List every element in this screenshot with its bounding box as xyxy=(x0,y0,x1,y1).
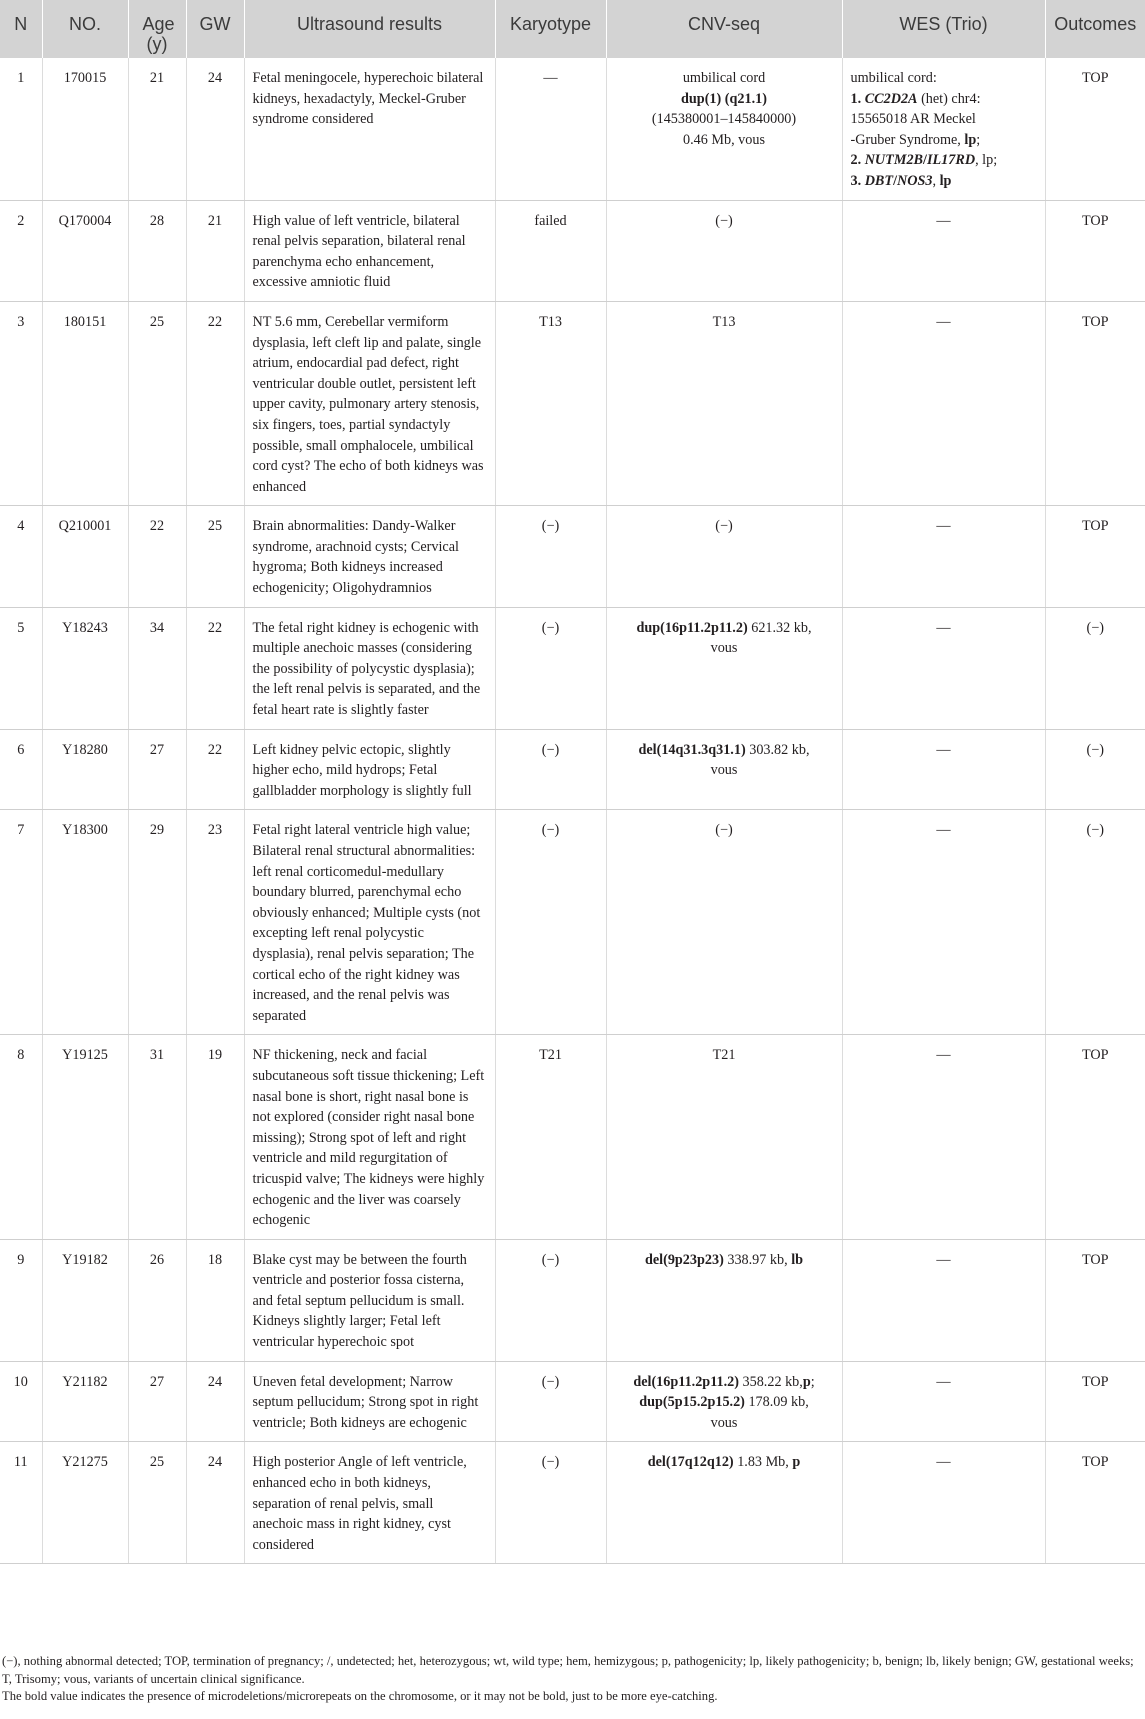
cell-gw: 24 xyxy=(186,58,244,200)
cell-age: 27 xyxy=(128,1361,186,1442)
text-segment: NOS3 xyxy=(897,172,933,189)
text-segment: — xyxy=(936,313,951,330)
text-segment: 621.32 kb, xyxy=(747,619,812,636)
cell-karyotype: T21 xyxy=(495,1035,606,1239)
text-segment: umbilical cord xyxy=(682,70,766,86)
text-segment: vous xyxy=(710,640,738,657)
cell-gw: 22 xyxy=(186,607,244,729)
text-segment: p xyxy=(792,1454,801,1471)
cell-ultrasound: NF thickening, neck and facial subcutaneous soft tissue thickening; Left nasal bone is short, right nasal bone is not explored (consider right nasal bone missing); Strong spot of left and right ventricle and mild regurgitation of tricuspid valve; The kidneys were highly echogenic and the liver was coarsely echogenic xyxy=(244,1035,495,1239)
header-ultrasound: Ultrasound results xyxy=(244,0,495,58)
cell-ultrasound: The fetal right kidney is echogenic with multiple anechoic masses (considering the possibility of polycystic dysplasia); the left renal pelvis is separated, and the fetal heart rate is slightly faster xyxy=(244,607,495,729)
text-segment: — xyxy=(936,1454,951,1471)
cell-age: 21 xyxy=(128,58,186,200)
cell-cnv-seq xyxy=(606,810,842,1035)
cell-gw: 24 xyxy=(186,1442,244,1564)
cell-outcome: TOP xyxy=(1045,1239,1145,1361)
gene-name xyxy=(865,91,918,107)
table-row xyxy=(0,58,1145,200)
cell-outcome: TOP xyxy=(1045,301,1145,505)
text-segment: T21 xyxy=(712,1047,736,1064)
cell-wes xyxy=(842,1239,1045,1361)
text-segment: (145380001–145840000) xyxy=(651,111,797,128)
cell-gw: 21 xyxy=(186,200,244,301)
text-segment: vous xyxy=(710,762,738,779)
text-segment: 3. xyxy=(850,172,865,189)
table-header xyxy=(0,0,1145,58)
text-segment: (−) xyxy=(715,212,733,229)
text-segment: -Gruber Syndrome, xyxy=(850,131,965,148)
cell-gw: 24 xyxy=(186,1361,244,1442)
text-segment: 178.09 kb, xyxy=(744,1394,809,1411)
table-row xyxy=(0,1239,1145,1361)
text-segment: — xyxy=(936,822,951,839)
cell-no: Y19182 xyxy=(42,1239,128,1361)
text-segment: , lp; xyxy=(975,152,998,169)
cell-ultrasound: Brain abnormalities: Dandy-Walker syndrome, arachnoid cysts; Cervical hygroma; Both kidneys increased echogenicity; Oligohydramnios xyxy=(244,506,495,607)
text-segment: (−) xyxy=(715,518,733,535)
cell-n: 10 xyxy=(0,1361,42,1442)
table-row xyxy=(0,1361,1145,1442)
cell-ultrasound: Fetal meningocele, hyperechoic bilateral kidneys, hexadactyly, Meckel-Gruber syndrome considered xyxy=(244,58,495,200)
cell-n: 5 xyxy=(0,607,42,729)
cell-n: 8 xyxy=(0,1035,42,1239)
cell-cnv-seq xyxy=(606,301,842,505)
text-segment: — xyxy=(936,212,951,229)
header-no: NO. xyxy=(42,0,128,58)
cell-outcome: (−) xyxy=(1045,729,1145,810)
cell-cnv-seq xyxy=(606,1442,842,1564)
text-segment: 338.97 kb, xyxy=(723,1251,792,1268)
text-segment: ; xyxy=(976,131,981,148)
text-segment: dup(5p15.2p15.2) xyxy=(639,1394,745,1411)
gene-name xyxy=(927,152,975,168)
cell-outcome: (−) xyxy=(1045,810,1145,1035)
table-row xyxy=(0,1035,1145,1239)
cell-wes xyxy=(842,200,1045,301)
text-segment: IL17RD xyxy=(926,152,976,169)
cell-wes xyxy=(842,1361,1045,1442)
cell-age: 25 xyxy=(128,301,186,505)
gene-name xyxy=(865,173,893,189)
text-segment: ; xyxy=(810,1373,815,1390)
cell-gw: 23 xyxy=(186,810,244,1035)
cell-n: 4 xyxy=(0,506,42,607)
cell-wes xyxy=(842,810,1045,1035)
text-segment: p xyxy=(802,1373,811,1390)
table-row xyxy=(0,506,1145,607)
text-segment: del(9p23p23) xyxy=(644,1251,724,1268)
cell-n: 6 xyxy=(0,729,42,810)
table-footnotes xyxy=(0,1653,1145,1706)
cell-ultrasound: Left kidney pelvic ectopic, slightly higher echo, mild hydrops; Fetal gallbladder morphology is slightly full xyxy=(244,729,495,810)
header-wes: WES (Trio) xyxy=(842,0,1045,58)
cell-outcome: TOP xyxy=(1045,1442,1145,1564)
cell-n: 3 xyxy=(0,301,42,505)
cell-gw: 22 xyxy=(186,729,244,810)
cell-cnv-seq xyxy=(606,1239,842,1361)
cell-n: 9 xyxy=(0,1239,42,1361)
cell-age: 22 xyxy=(128,506,186,607)
cell-karyotype: (−) xyxy=(495,506,606,607)
cell-no: Q210001 xyxy=(42,506,128,607)
header-karyotype: Karyotype xyxy=(495,0,606,58)
cell-outcome: TOP xyxy=(1045,58,1145,200)
text-segment: 1.83 Mb, xyxy=(733,1454,793,1471)
cell-gw: 18 xyxy=(186,1239,244,1361)
text-segment: / xyxy=(893,172,898,189)
cell-no: Y18300 xyxy=(42,810,128,1035)
text-segment: — xyxy=(936,619,951,636)
cell-outcome: TOP xyxy=(1045,1035,1145,1239)
table-body xyxy=(0,58,1145,1564)
text-segment: del(16p11.2p11.2) xyxy=(633,1373,739,1390)
cell-cnv-seq xyxy=(606,200,842,301)
cell-ultrasound: NT 5.6 mm, Cerebellar vermiform dysplasia, left cleft lip and palate, single atrium, endocardial pad defect, right ventricular double outlet, persistent left upper cavity, pulmonary artery stenosis, six fingers, toes, partial syndactyly possible, small omphalocele, umbilical cord cyst? The echo of both kidneys was enhanced xyxy=(244,301,495,505)
text-segment: (het) chr4: xyxy=(917,90,981,107)
cell-age: 29 xyxy=(128,810,186,1035)
cell-karyotype: failed xyxy=(495,200,606,301)
cell-age: 27 xyxy=(128,729,186,810)
table-row xyxy=(0,810,1145,1035)
gene-name xyxy=(865,152,923,168)
text-segment: dup(1) (q21.1) xyxy=(681,90,767,107)
cell-gw: 22 xyxy=(186,301,244,505)
cell-cnv-seq xyxy=(606,58,842,200)
cell-cnv-seq xyxy=(606,1035,842,1239)
footnote-bold-note: The bold value indicates the presence of microdeletions/microrepeats on the chromosome, or it may not be bold, just to be more eye-catching. xyxy=(2,1689,718,1703)
table-row xyxy=(0,301,1145,505)
text-segment: — xyxy=(936,741,951,758)
text-segment: — xyxy=(936,1373,951,1390)
text-segment: NUTM2B xyxy=(864,152,924,169)
cell-no: 180151 xyxy=(42,301,128,505)
text-segment: 15565018 AR Meckel xyxy=(850,111,976,128)
gene-name xyxy=(897,173,932,189)
cell-wes xyxy=(842,58,1045,200)
cell-age: 31 xyxy=(128,1035,186,1239)
text-segment: 1. xyxy=(850,90,865,107)
cell-karyotype: (−) xyxy=(495,1239,606,1361)
cell-ultrasound: High value of left ventricle, bilateral renal pelvis separation, bilateral renal parenchyma echo enhancement, excessive amniotic fluid xyxy=(244,200,495,301)
header-age: Age (y) xyxy=(128,0,186,58)
cell-karyotype: (−) xyxy=(495,1442,606,1564)
text-segment: 0.46 Mb, vous xyxy=(683,131,765,148)
table-row xyxy=(0,729,1145,810)
cell-karyotype: — xyxy=(495,58,606,200)
cell-n: 11 xyxy=(0,1442,42,1564)
cell-wes xyxy=(842,301,1045,505)
cell-no: Y21275 xyxy=(42,1442,128,1564)
text-segment: — xyxy=(936,1251,951,1268)
cell-n: 7 xyxy=(0,810,42,1035)
text-segment: / xyxy=(923,152,927,169)
cell-gw: 19 xyxy=(186,1035,244,1239)
cell-cnv-seq xyxy=(606,506,842,607)
cell-n: 1 xyxy=(0,58,42,200)
cell-karyotype: (−) xyxy=(495,1361,606,1442)
cell-ultrasound: Fetal right lateral ventricle high value; Bilateral renal structural abnormalities: left renal corticomedul-medullary boundary blurred, parenchymal echo obviously enhanced; Multiple cysts (not excepting left renal polycystic dysplasia), renal pelvis separation; The cortical echo of the right kidney was increased, and the renal pelvis was separated xyxy=(244,810,495,1035)
text-segment: , xyxy=(932,172,940,189)
cell-outcome: TOP xyxy=(1045,1361,1145,1442)
cell-n: 2 xyxy=(0,200,42,301)
cell-wes xyxy=(842,729,1045,810)
cell-ultrasound: High posterior Angle of left ventricle, enhanced echo in both kidneys, separation of renal pelvis, small anechoic mass in right kidney, cyst considered xyxy=(244,1442,495,1564)
cell-cnv-seq xyxy=(606,1361,842,1442)
cell-age: 26 xyxy=(128,1239,186,1361)
cell-karyotype: (−) xyxy=(495,810,606,1035)
footnote-abbreviations: (−), nothing abnormal detected; TOP, termination of pregnancy; /, undetected; het, heterozygous; wt, wild type; hem, hemizygous; p, pathogenicity; lp, likely pathogenicity; b, benign; lb, likely benign; GW, gestational weeks; T, Trisomy; vous, variants of uncertain clinical significance. xyxy=(2,1654,1134,1686)
cell-no: Y18243 xyxy=(42,607,128,729)
text-segment: lp xyxy=(964,131,977,148)
text-segment: vous xyxy=(710,1414,738,1431)
header-gw: GW xyxy=(186,0,244,58)
cell-age: 34 xyxy=(128,607,186,729)
header-cnv-seq: CNV-seq xyxy=(606,0,842,58)
text-segment: — xyxy=(936,518,951,535)
text-segment: del(14q31.3q31.1) xyxy=(638,741,746,758)
cell-ultrasound: Uneven fetal development; Narrow septum pellucidum; Strong spot in right ventricle; Both kidneys are echogenic xyxy=(244,1361,495,1442)
cell-wes xyxy=(842,506,1045,607)
cell-no: Y19125 xyxy=(42,1035,128,1239)
text-segment: del(17q12q12) xyxy=(647,1454,734,1471)
text-segment: 303.82 kb, xyxy=(745,741,810,758)
cell-cnv-seq xyxy=(606,729,842,810)
cell-no: Y18280 xyxy=(42,729,128,810)
cell-karyotype: (−) xyxy=(495,607,606,729)
text-segment: lb xyxy=(791,1251,804,1268)
cell-wes xyxy=(842,607,1045,729)
cell-no: Y21182 xyxy=(42,1361,128,1442)
table-row xyxy=(0,1442,1145,1564)
header-n: N xyxy=(0,0,42,58)
text-segment: 2. xyxy=(850,152,865,169)
cell-cnv-seq xyxy=(606,607,842,729)
cell-karyotype: T13 xyxy=(495,301,606,505)
cell-outcome: (−) xyxy=(1045,607,1145,729)
text-segment: T13 xyxy=(712,313,736,330)
text-segment: — xyxy=(936,1047,951,1064)
text-segment: dup(16p11.2p11.2) xyxy=(636,619,748,636)
text-segment: lp xyxy=(939,172,952,189)
text-segment: CC2D2A xyxy=(864,90,918,107)
cell-age: 25 xyxy=(128,1442,186,1564)
cell-karyotype: (−) xyxy=(495,729,606,810)
cell-gw: 25 xyxy=(186,506,244,607)
text-segment: (−) xyxy=(715,822,733,839)
text-segment: DBT xyxy=(864,172,894,189)
cell-wes xyxy=(842,1442,1045,1564)
text-segment: umbilical cord: xyxy=(850,70,937,86)
text-segment: 358.22 kb, xyxy=(738,1373,803,1390)
cell-wes xyxy=(842,1035,1045,1239)
header-row xyxy=(0,0,1145,58)
table-row xyxy=(0,200,1145,301)
cell-no: 170015 xyxy=(42,58,128,200)
cell-no: Q170004 xyxy=(42,200,128,301)
header-outcomes: Outcomes xyxy=(1045,0,1145,58)
cell-outcome: TOP xyxy=(1045,200,1145,301)
table-row xyxy=(0,607,1145,729)
cell-ultrasound: Blake cyst may be between the fourth ventricle and posterior fossa cisterna, and fetal septum pellucidum is small. Kidneys slightly larger; Fetal left ventricular hyperechoic spot xyxy=(244,1239,495,1361)
cell-age: 28 xyxy=(128,200,186,301)
cell-outcome: TOP xyxy=(1045,506,1145,607)
